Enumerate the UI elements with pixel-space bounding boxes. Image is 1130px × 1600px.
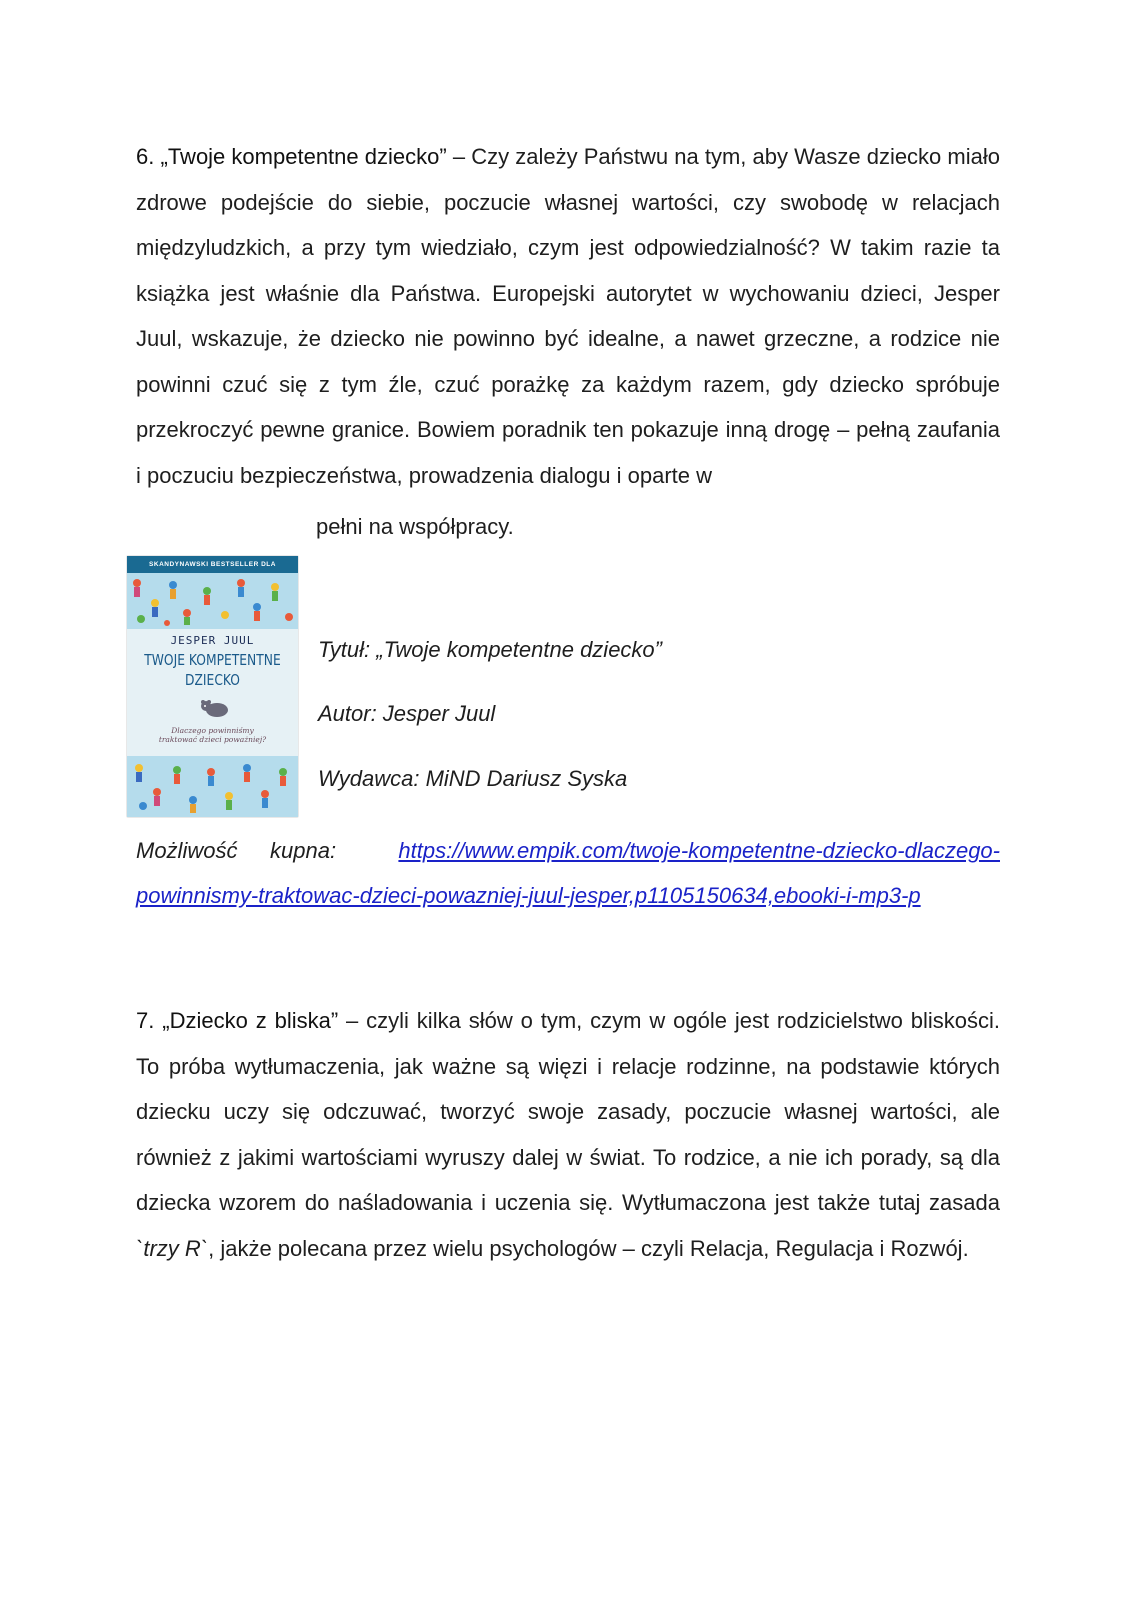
section-7-text-b: , jakże polecana przez wielu psychologów – czyli Relacja, Regulacja i Rozwój. [208, 1235, 969, 1261]
book-title: Tytuł: „Twoje kompetentne dziecko” [318, 637, 662, 662]
cover-title [142, 650, 282, 690]
cover-title-line-1: TWOJE KOMPETENTNE [144, 651, 281, 669]
purchase-label [136, 828, 336, 873]
purchase-label-word-1: Możliwość [136, 838, 238, 863]
section-7-paragraph [136, 998, 1000, 1271]
cover-author: JESPER JUUL [170, 634, 255, 647]
section-7-text-a: – czyli kilka słów o tym, czym w ogóle jest rodzicielstwo bliskości. To próba wytłumaczenia, jak ważne są więzi i relacje rodzinne, na podstawie których dziecku uczy się odczuwać, tworzyć swoje zasady, poczucie własnej wartości, ale również z jakimi wartościami wyruszy dalej w świat. To rodzice, a nie ich porady, są dla dziecka wzorem do naśladowania i uczenia się. Wytłumaczona jest także tutaj zasada [136, 1008, 1000, 1215]
section-6-title: „Twoje kompetentne dziecko” [160, 144, 447, 169]
section-7-title: „Dziecko z bliska” [162, 1008, 339, 1033]
cover-banner: SKANDYNAWSKI BESTSELLER DLA [127, 556, 298, 573]
cover-subtitle-line-1: Dlaczego powinniśmy [171, 726, 254, 735]
book-cover-image [127, 556, 298, 817]
purchase-link-line-2[interactable]: powinnismy-traktowac-dzieci-powazniej-juul-jesper,p1105150634,ebooki-i-mp3-p [136, 883, 921, 908]
cover-children-pattern-bottom [127, 756, 298, 817]
cover-subtitle [127, 726, 298, 744]
purchase-info [136, 828, 1000, 918]
section-6-number: 6. [136, 144, 155, 169]
purchase-label-word-2: kupna: [270, 838, 337, 863]
section-7-trzy-r: `trzy R` [136, 1235, 209, 1261]
purchase-link-line-1[interactable]: https://www.empik.com/twoje-kompetentne-dziecko-dlaczego- [398, 838, 1000, 863]
book-publisher: Wydawca: MiND Dariusz Syska [318, 766, 628, 791]
section-6-last-line: pełni na współpracy. [316, 514, 514, 539]
book-author: Autor: Jesper Juul [318, 701, 496, 726]
cover-subtitle-line-2: traktować dzieci poważniej? [158, 735, 267, 744]
cover-children-pattern-top [127, 573, 298, 629]
section-6-paragraph [136, 134, 1000, 498]
teddy-bear-icon [199, 697, 233, 719]
section-6-text: – Czy zależy Państwu na tym, aby Wasze dziecko miało zdrowe podejście do siebie, poczucie własnej wartości, czy swobodę w relacjach międzyludzkich, a przy tym wiedziało, czym jest odpowiedzialność? W takim razie ta książka jest właśnie dla Państwa. Europejski autorytet w wychowaniu dzieci, Jesper Juul, wskazuje, że dziecko nie powinno być idealne, a nawet grzeczne, a rodzice nie powinni czuć się z tym źle, czuć porażkę za każdym razem, gdy dziecko spróbuje przekroczyć pewne granice. Bowiem poradnik ten pokazuje inną drogę – pełną zaufania i poczuciu bezpieczeństwa, prowadzenia dialogu i oparte w [136, 144, 1001, 488]
cover-title-line-2: DZIECKO [185, 671, 240, 689]
section-7-number: 7. [136, 1008, 155, 1033]
